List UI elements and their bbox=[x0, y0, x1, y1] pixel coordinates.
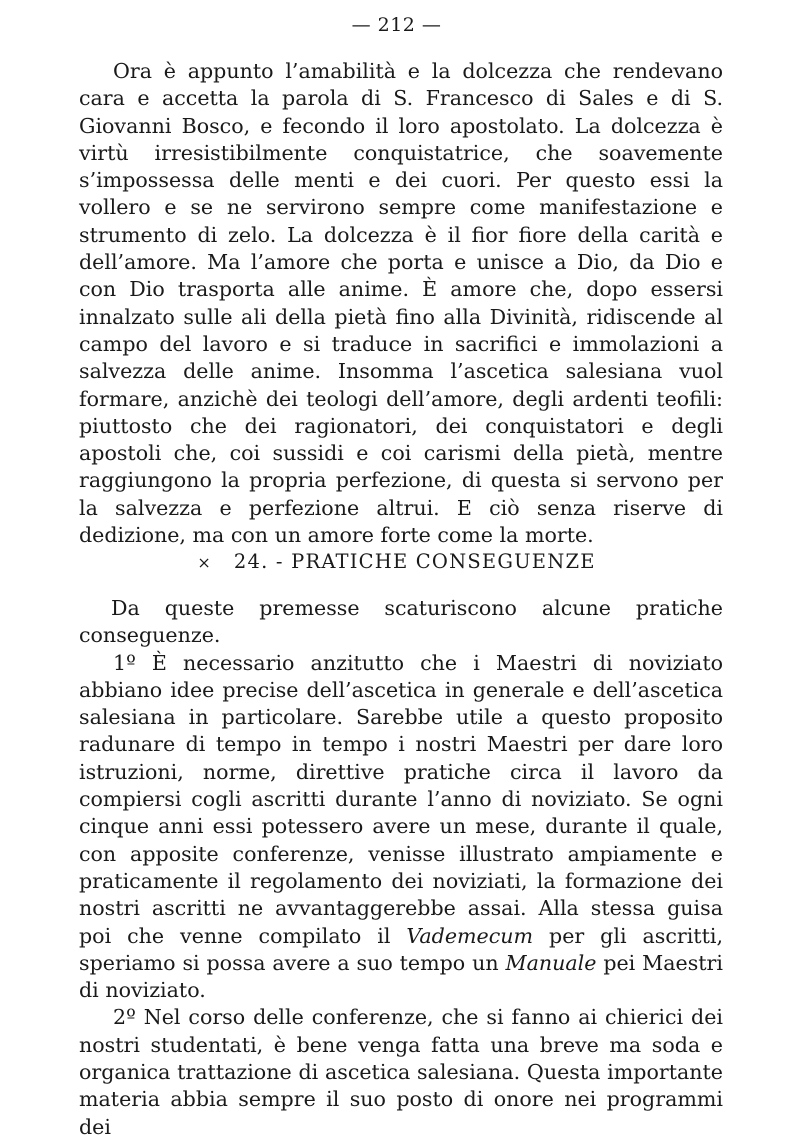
manuale-title: Manuale bbox=[505, 950, 597, 975]
vademecum-title: Vademecum bbox=[406, 923, 534, 948]
point-1-text-end: pei Maestri di noviziato. bbox=[79, 950, 723, 1003]
paragraph-point-1 bbox=[79, 650, 723, 1005]
section-heading bbox=[0, 550, 793, 573]
text-block-top bbox=[79, 58, 723, 549]
page-number: — 212 — bbox=[351, 14, 442, 36]
section-marker: × bbox=[197, 553, 212, 572]
paragraph-amabilita: Ora è appunto l’amabilità e la dolcezza che rendevano cara e accetta la parola di S. Francesco di Sales e di S. Giovanni Bosco, e fecondo il loro apostolato. La dolcezza è virtù irresistibilmente conquistatrice, che soavemente s’impossessa delle menti e dei cuori. Per questo essi la vollero e se ne servirono sempre come manifestazione e strumento di zelo. La dolcezza è il fior fiore della carità e dell’amore. Ma l’amore che porta e unisce a Dio, da Dio e con Dio trasporta alle anime. È amore che, dopo essersi innalzato sulle ali della pietà fino alla Divinità, ridiscende al campo del lavoro e si traduce in sacrifici e immolazioni a salvezza delle anime. Insomma l’ascetica salesiana vuol formare, anzichè dei teologi dell’amore, degli ardenti teofili: piuttosto che dei ragionatori, dei conquistatori e degli apostoli che, coi sussidi e coi carismi della pietà, mentre raggiungono la propria perfezione, di questa si servono per la salvezza e perfezione altrui. E ciò senza riserve di dedizione, ma con un amore forte come la morte. bbox=[79, 59, 723, 548]
point-1-text-middle: per gli ascritti, speriamo si possa avere a suo tempo un bbox=[79, 923, 723, 975]
text-block-bottom bbox=[79, 595, 723, 1141]
paragraph-point-2: 2º Nel corso delle conferenze, che si fanno ai chierici dei nostri studentati, è bene venga fatta una breve ma soda e organica trattazione di ascetica salesiana. Questa importante materia abbia sempre il suo posto di onore nei programmi dei bbox=[79, 1005, 723, 1139]
section-title: 24. - PRATICHE CONSEGUENZE bbox=[233, 550, 596, 573]
point-1-text-start: 1º È necessario anzitutto che i Maestri di noviziato abbiano idee precise dell’ascetica in generale e dell’ascetica salesiana in particolare. Sarebbe utile a questo proposito radunare di tempo in tempo i nostri Maestri per dare loro istruzioni, norme, direttive pratiche circa il lavoro da compiersi cogli ascritti durante l’anno di noviziato. Se ogni cinque anni essi potessero avere un mese, durante il quale, con apposite conferenze, venisse illustrato ampiamente e praticamente il regolamento dei noviziati, la formazione dei nostri ascritti ne avvantaggerebbe assai. Alla stessa guisa poi che venne compilato il bbox=[79, 650, 723, 948]
paragraph-intro: Da queste premesse scaturiscono alcune pratiche conseguenze. bbox=[79, 596, 723, 648]
